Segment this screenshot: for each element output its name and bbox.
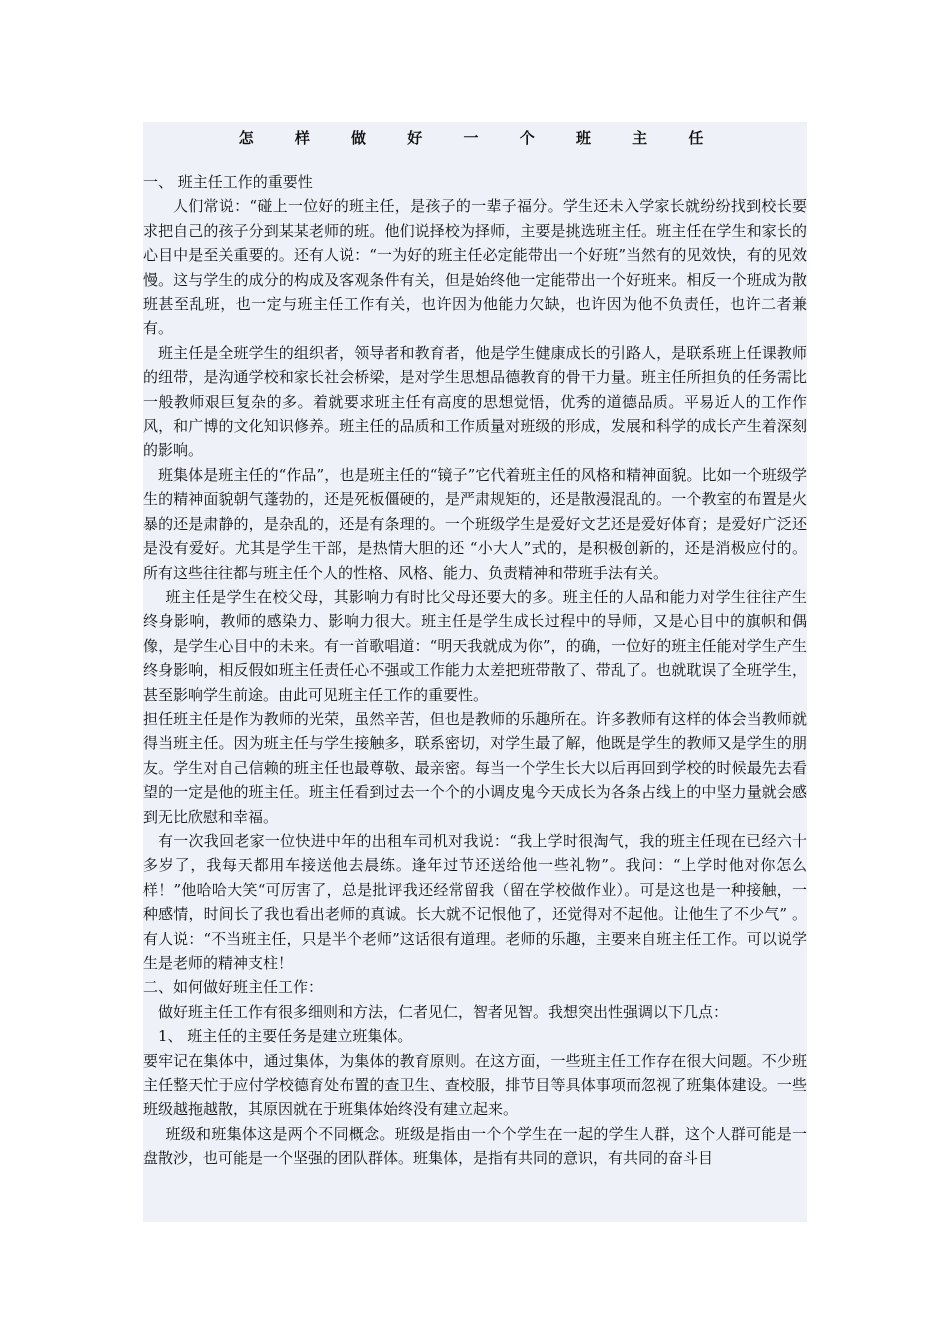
paragraph-2: 班主任是全班学生的组织者，领导者和教育者，他是学生健康成长的引路人，是联系班上任课教师的纽带，是沟通学校和家长社会桥梁，是对学生思想品德教育的骨干力量。班主任所担负的任务需比一般教师艰巨复杂的多。着就要求班主任有高度的思想觉悟，优秀的道德品质。平易近人的工作作风，和广博的文化知识修养。班主任的品质和工作质量对班级的形成，发展和科学的成长产生着深刻的影响。 bbox=[143, 343, 807, 460]
paragraph-3: 班集体是班主任的“作品”，也是班主任的“镜子”它代着班主任的风格和精神面貌。比如一个班级学生的精神面貌朝气蓬勃的，还是死板僵硬的，是严肃规矩的，还是散漫混乱的。一个教室的布置是火暴的还是肃静的，是杂乱的，还是有条理的。一个班级学生是爱好文艺还是爱好体育；是爱好广泛还是没有爱好。尤其是学生干部，是热情大胆的还 “小大人”式的，是积极创新的，还是消极应付的。所有这些往往都与班主任个人的性格、风格、能力、负责精神和带班手法有关。 bbox=[143, 465, 807, 582]
paragraph-6: 有一次我回老家一位快进中年的出租车司机对我说：“我上学时很淘气，我的班主任现在已经六十多岁了，我每天都用车接送他去晨练。逢年过节还送给他一些礼物”。我问：“上学时他对你怎么样！”他哈哈大笑“可厉害了，总是批评我还经常留我（留在学校做作业）。可是这也是一种接触，一种感情，时间长了我也看出老师的真诚。长大就不记恨他了，还觉得对不起他。让他生了不少气” 。有人说：“不当班主任，只是半个老师”这话很有道理。老师的乐趣，主要来自班主任工作。可以说学生是老师的精神支柱！ bbox=[143, 831, 807, 972]
section-1-heading: 一、 班主任工作的重要性 bbox=[143, 173, 313, 191]
paragraph-4: 班主任是学生在校父母，其影响力有时比父母还要大的多。班主任的人品和能力对学生往往产生终身影响，教师的感染力、影响力很大。班主任是学生成长过程中的导师，又是心目中的旗帜和偶像，是学生心目中的未来。有一首歌唱道：“明天我就成为你”，的确，一位好的班主任能对学生产生终身影响，相反假如班主任责任心不强或工作能力太差把班带散了、带乱了。也就耽误了全班学生，甚至影响学生前途。由此可见班主任工作的重要性。 bbox=[143, 587, 807, 704]
document-body bbox=[143, 170, 807, 1171]
document-title: 怎 样 做 好 一 个 班 主 任 bbox=[238, 129, 722, 147]
subsection-1-heading: 1、 班主任的主要任务是建立班集体。 bbox=[158, 1027, 413, 1046]
paragraph-1: 人们常说：“碰上一位好的班主任，是孩子的一辈子福分。学生还未入学家长就纷纷找到校长要求把自己的孩子分到某某老师的班。他们说择校为择师，主要是挑选班主任。班主任在学生和家长的心目中是至关重要的。还有人说：“一为好的班主任必定能带出一个好班”当然有的见效快，有的见效慢。这与学生的成分的构成及客观条件有关，但是始终他一定能带出一个好班来。相反一个班成为散班甚至乱班，也一定与班主任工作有关，也许因为他能力欠缺，也许因为他不负责任，也许二者兼有。 bbox=[143, 197, 807, 338]
section-2-heading: 二、如何做好班主任工作： bbox=[143, 978, 324, 997]
paragraph-8: 要牢记在集体中，通过集体，为集体的教育原则。在这方面，一些班主任工作存在很大问题。不少班主任整天忙于应付学校德育处布置的查卫生、查校服，排节目等具体事项而忽视了班集体建设。一些班级越拖越散，其原因就在于班集体始终没有建立起来。 bbox=[143, 1051, 807, 1119]
paragraph-9: 班级和班集体这是两个不同概念。班级是指由一个个学生在一起的学生人群，这个人群可能是一盘散沙，也可能是一个坚强的团队群体。班集体，是指有共同的意识，有共同的奋斗目 bbox=[143, 1124, 807, 1168]
document-page bbox=[143, 122, 807, 1222]
paragraph-7: 做好班主任工作有很多细则和方法，仁者见仁，智者见智。我想突出性强调以下几点： bbox=[158, 1002, 729, 1021]
paragraph-5: 担任班主任是作为教师的光荣，虽然辛苦，但也是教师的乐趣所在。许多教师有这样的体会当教师就得当班主任。因为班主任与学生接触多，联系密切，对学生最了解，他既是学生的教师又是学生的朋友。学生对自己信赖的班主任也最尊敬、最亲密。每当一个学生长大以后再回到学校的时候最先去看望的一定是他的班主任。班主任看到过去一个个的小调皮鬼今天成长为各条占线上的中坚力量就会感到无比欣慰和幸福。 bbox=[143, 709, 807, 826]
